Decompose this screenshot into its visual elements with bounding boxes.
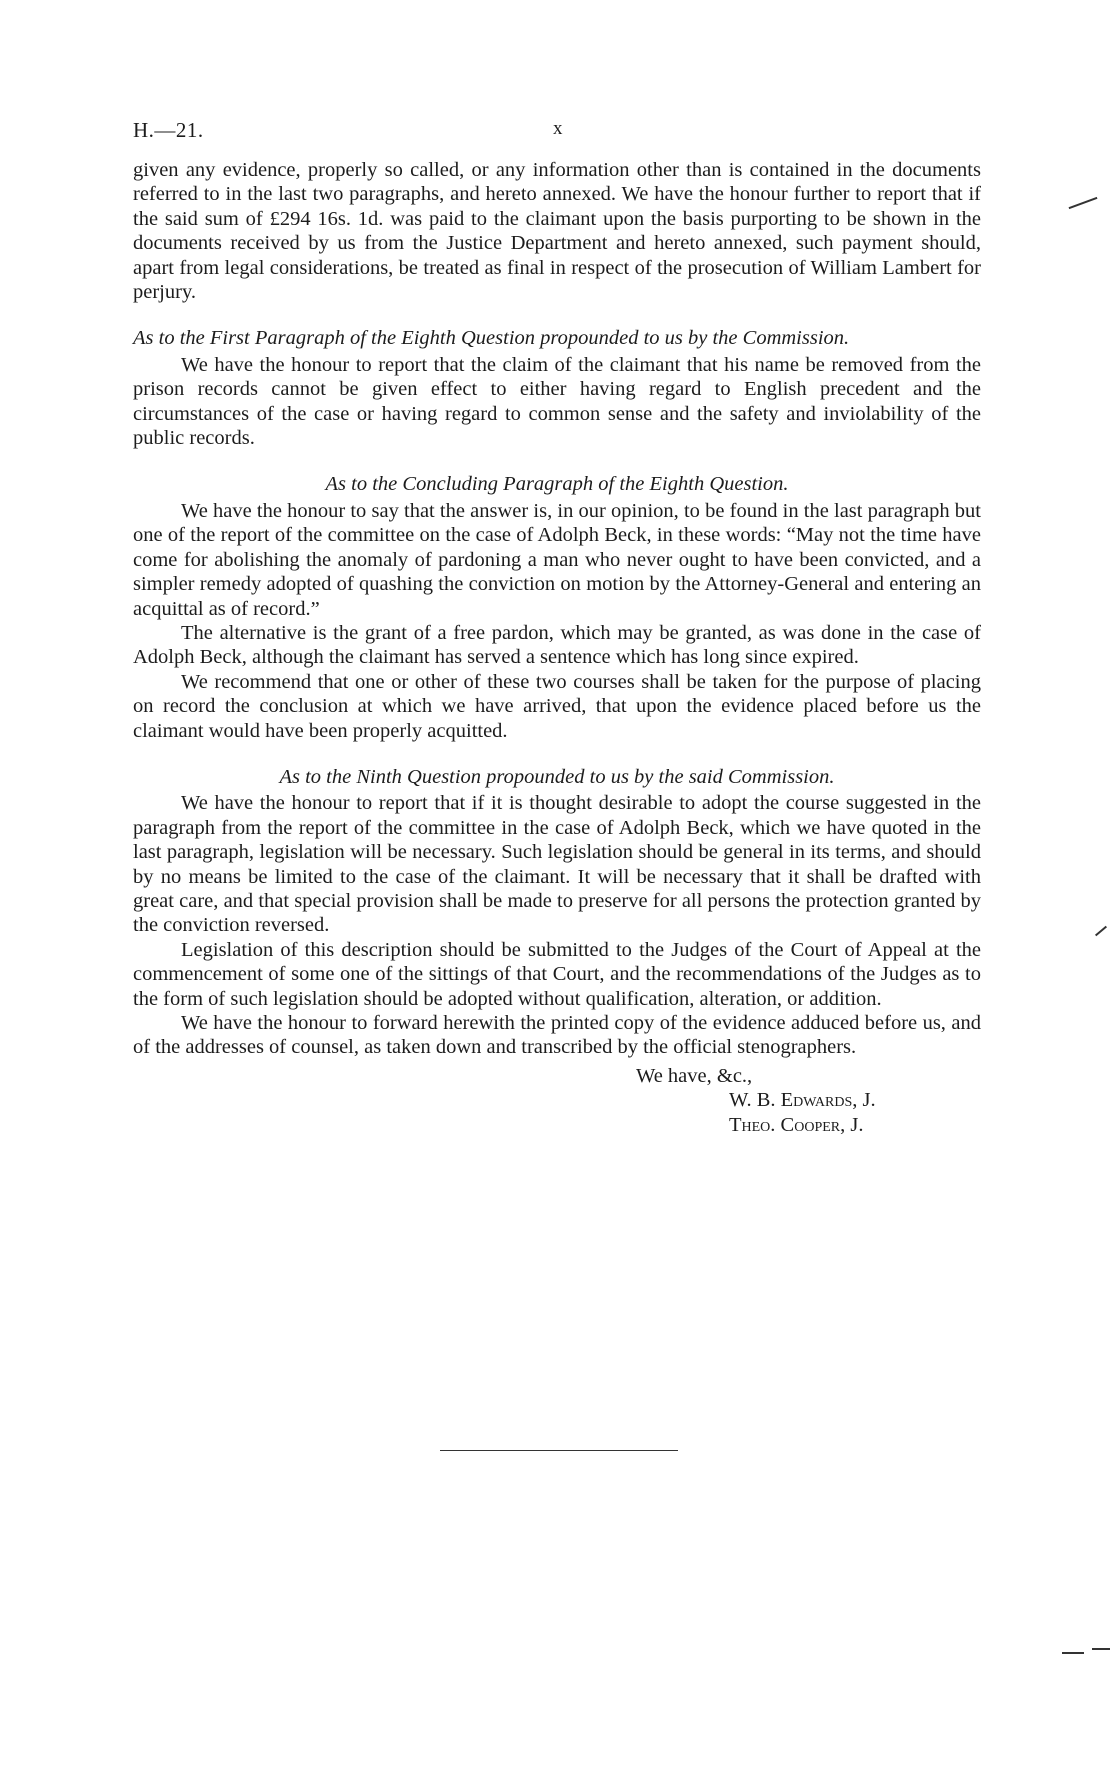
page-number: x xyxy=(553,118,563,139)
margin-mark xyxy=(1092,1648,1110,1650)
paragraph-4: The alternative is the grant of a free pardon, which may be granted, as was done in the case of Adolph Beck, although the claimant has served a sentence which has long since expired. xyxy=(133,621,981,669)
closing-line: We have, &c., xyxy=(636,1064,753,1087)
paragraph-3: We have the honour to say that the answer is, in our opinion, to be found in the last paragraph but one of the report of the committee on the case of Adolph Beck, in these words: “May not the time have come for abolishing the anomaly of pardoning a man who never ought to have been convicted, and a simpler remedy adopted of quashing the conviction on motion by the Attorney-General and entering an acquittal as of record.” xyxy=(133,499,981,620)
heading-first-paragraph-eighth-question: As to the First Paragraph of the Eighth Question propounded to us by the Commission. xyxy=(133,327,850,350)
signature-block xyxy=(133,1064,981,1137)
paragraph-2: We have the honour to report that the claim of the claimant that his name be removed from the prison records cannot be given effect to either having regard to English precedent and the circumstances of the case or having regard to common sense and the safety and inviolability of the public records. xyxy=(133,353,981,450)
heading-concluding-paragraph-eighth-question: As to the Concluding Paragraph of the Eighth Question. xyxy=(325,473,789,496)
margin-mark xyxy=(1069,197,1098,209)
paragraph-5: We recommend that one or other of these two courses shall be taken for the purpose of placing on record the conclusion at which we have arrived, that upon the evidence placed before us the claimant would have been properly acquitted. xyxy=(133,670,981,742)
paragraph-8: We have the honour to forward herewith the printed copy of the evidence adduced before us, and of the addresses of counsel, as taken down and transcribed by the official stenographers. xyxy=(133,1012,981,1059)
paragraph-1: given any evidence, properly so called, or any information other than is contained in the documents referred to in the last two paragraphs, and hereto annexed. We have the honour further to report that if the said sum of £294 16s. 1d. was paid to the claimant upon the basis purporting to be shown in the documents received by us from the Justice Department and hereto annexed, such payment should, apart from legal considerations, be treated as final in respect of the prosecution of William Lambert for perjury. xyxy=(133,159,981,304)
signer-edwards: W. B. Edwards, J. xyxy=(729,1089,876,1112)
margin-mark xyxy=(1095,926,1107,937)
paragraph-6: We have the honour to report that if it is thought desirable to adopt the course suggested in the paragraph from the report of the committee in the case of Adolph Beck, which we have quoted in the last paragraph, legislation will be necessary. Such legislation should be general in its terms, and should by no means be limited to the case of the claimant. It will be necessary that it shall be drafted with great care, and that special provision shall be made to preserve for all persons the protection granted by the conviction reversed. xyxy=(133,792,981,937)
paragraph-7: Legislation of this description should be submitted to the Judges of the Court of Appeal at the commencement of some one of the sittings of that Court, and the recommendations of the Judges as to the form of such legislation should be adopted without qualification, alteration, or addition. xyxy=(133,938,981,1010)
document-reference: H.—21. xyxy=(133,118,204,142)
signer-cooper: Theo. Cooper, J. xyxy=(729,1113,864,1136)
end-rule xyxy=(440,1450,678,1451)
heading-ninth-question: As to the Ninth Question propounded to us by the said Commission. xyxy=(279,765,835,788)
page-header xyxy=(133,118,981,148)
margin-mark xyxy=(1062,1652,1084,1654)
document-body xyxy=(133,158,981,1137)
